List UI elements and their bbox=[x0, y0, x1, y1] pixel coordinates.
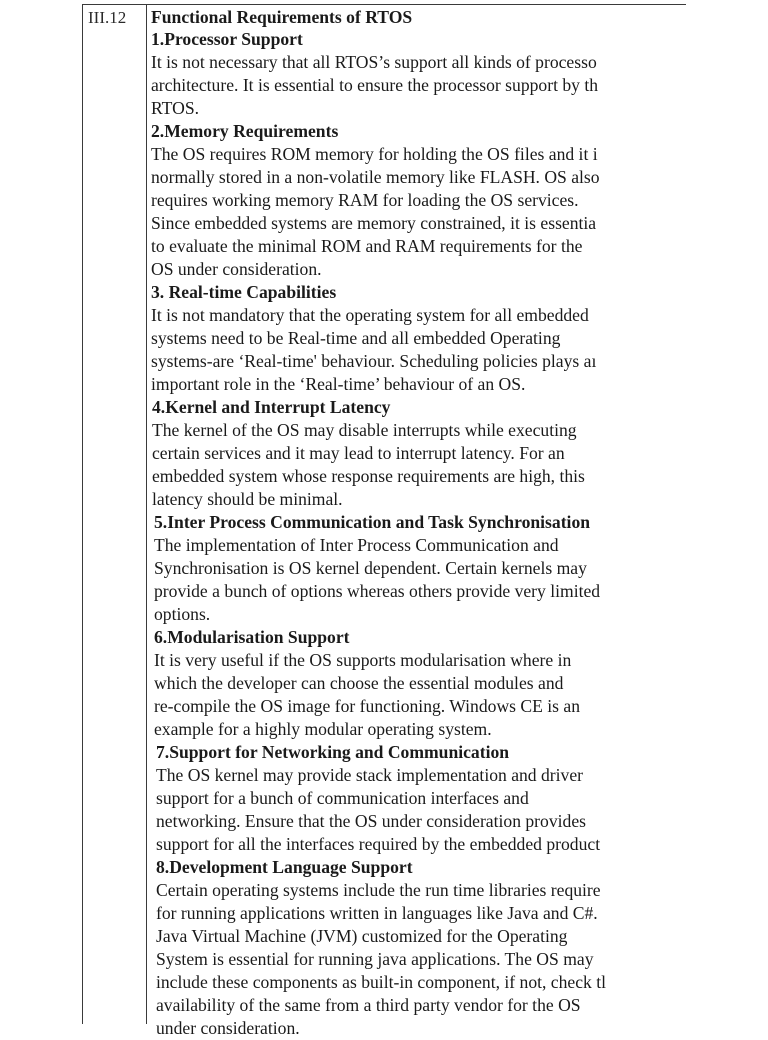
paragraph-line: System is essential for running java applications. The OS may bbox=[156, 949, 594, 969]
requirement-block-networking bbox=[151, 741, 691, 856]
requirement-heading: 3. Real-time Capabilities bbox=[151, 282, 337, 302]
section-number: III.12 bbox=[88, 8, 127, 27]
paragraph-line: It is not mandatory that the operating system for all embedded bbox=[151, 305, 589, 325]
paragraph-line: normally stored in a non-volatile memory like FLASH. OS also bbox=[151, 167, 600, 187]
paragraph-line: provide a bunch of options whereas others provide very limited bbox=[154, 581, 601, 601]
section-content bbox=[151, 6, 691, 1038]
paragraph-line: It is not necessary that all RTOS’s support all kinds of processo bbox=[151, 52, 597, 72]
requirement-heading: 4.Kernel and Interrupt Latency bbox=[152, 397, 391, 417]
paragraph-line: availability of the same from a third party vendor for the OS bbox=[156, 995, 581, 1015]
paragraph-line: systems need to be Real-time and all embedded Operating bbox=[151, 328, 561, 348]
table-left-border bbox=[82, 4, 83, 1024]
requirement-block-memory bbox=[151, 120, 691, 281]
paragraph-line: which the developer can choose the essential modules and bbox=[154, 673, 564, 693]
requirement-block-language-support bbox=[151, 856, 691, 1040]
paragraph-line: latency should be minimal. bbox=[152, 489, 343, 509]
paragraph-line: example for a highly modular operating system. bbox=[154, 719, 492, 739]
requirement-heading: 5.Inter Process Communication and Task Synchronisation bbox=[154, 512, 591, 532]
requirement-block-modularisation bbox=[151, 626, 691, 741]
requirement-heading: 7.Support for Networking and Communication bbox=[156, 742, 510, 762]
paragraph-line: Synchronisation is OS kernel dependent. Certain kernels may bbox=[154, 558, 587, 578]
requirement-heading: 1.Processor Support bbox=[151, 29, 303, 49]
paragraph-line: The OS kernel may provide stack implementation and driver bbox=[156, 765, 584, 785]
paragraph-line: architecture. It is essential to ensure the processor support by th bbox=[151, 75, 599, 95]
paragraph-line: RTOS. bbox=[151, 98, 199, 118]
paragraph-line: under consideration. bbox=[156, 1018, 300, 1038]
paragraph-line: options. bbox=[154, 604, 211, 624]
paragraph-line: for running applications written in languages like Java and C#. bbox=[156, 903, 598, 923]
requirement-heading: 6.Modularisation Support bbox=[154, 627, 350, 647]
paragraph-line: support for all the interfaces required by the embedded product bbox=[156, 834, 601, 854]
section-title: Functional Requirements of RTOS bbox=[151, 7, 413, 27]
paragraph-line: Java Virtual Machine (JVM) customized for the Operating bbox=[156, 926, 568, 946]
paragraph-line: OS under consideration. bbox=[151, 259, 322, 279]
paragraph-line: Since embedded systems are memory constrained, it is essentia bbox=[151, 213, 597, 233]
paragraph-line: The kernel of the OS may disable interrupts while executing bbox=[152, 420, 577, 440]
paragraph-line: include these components as built-in component, if not, check tl bbox=[156, 972, 606, 992]
paragraph-line: requires working memory RAM for loading the OS services. bbox=[151, 190, 579, 210]
paragraph-line: important role in the ‘Real-time’ behaviour of an OS. bbox=[151, 374, 526, 394]
paragraph-line: re-compile the OS image for functioning. Windows CE is an bbox=[154, 696, 581, 716]
table-top-border bbox=[82, 4, 686, 5]
requirement-block-realtime bbox=[151, 281, 691, 396]
requirement-heading: 2.Memory Requirements bbox=[151, 121, 339, 141]
requirement-block-kernel-latency bbox=[151, 396, 691, 511]
paragraph-line: support for a bunch of communication interfaces and bbox=[156, 788, 529, 808]
paragraph-line: certain services and it may lead to interrupt latency. For an bbox=[152, 443, 565, 463]
paragraph-line: to evaluate the minimal ROM and RAM requirements for the bbox=[151, 236, 583, 256]
paragraph-line: embedded system whose response requirements are high, this bbox=[152, 466, 585, 486]
requirement-block-ipc bbox=[151, 511, 691, 626]
paragraph-line: The implementation of Inter Process Communication and bbox=[154, 535, 559, 555]
paragraph-line: networking. Ensure that the OS under consideration provides bbox=[156, 811, 586, 831]
paragraph-line: Certain operating systems include the run time libraries require bbox=[156, 880, 601, 900]
paragraph-line: The OS requires ROM memory for holding the OS files and it i bbox=[151, 144, 598, 164]
paragraph-line: It is very useful if the OS supports modularisation where in bbox=[154, 650, 572, 670]
table-column-divider bbox=[146, 4, 147, 1024]
requirement-heading: 8.Development Language Support bbox=[156, 857, 413, 877]
paragraph-line: systems-are ‘Real-time' behaviour. Scheduling policies plays aı bbox=[151, 351, 597, 371]
requirement-block-processor-support bbox=[151, 28, 691, 120]
